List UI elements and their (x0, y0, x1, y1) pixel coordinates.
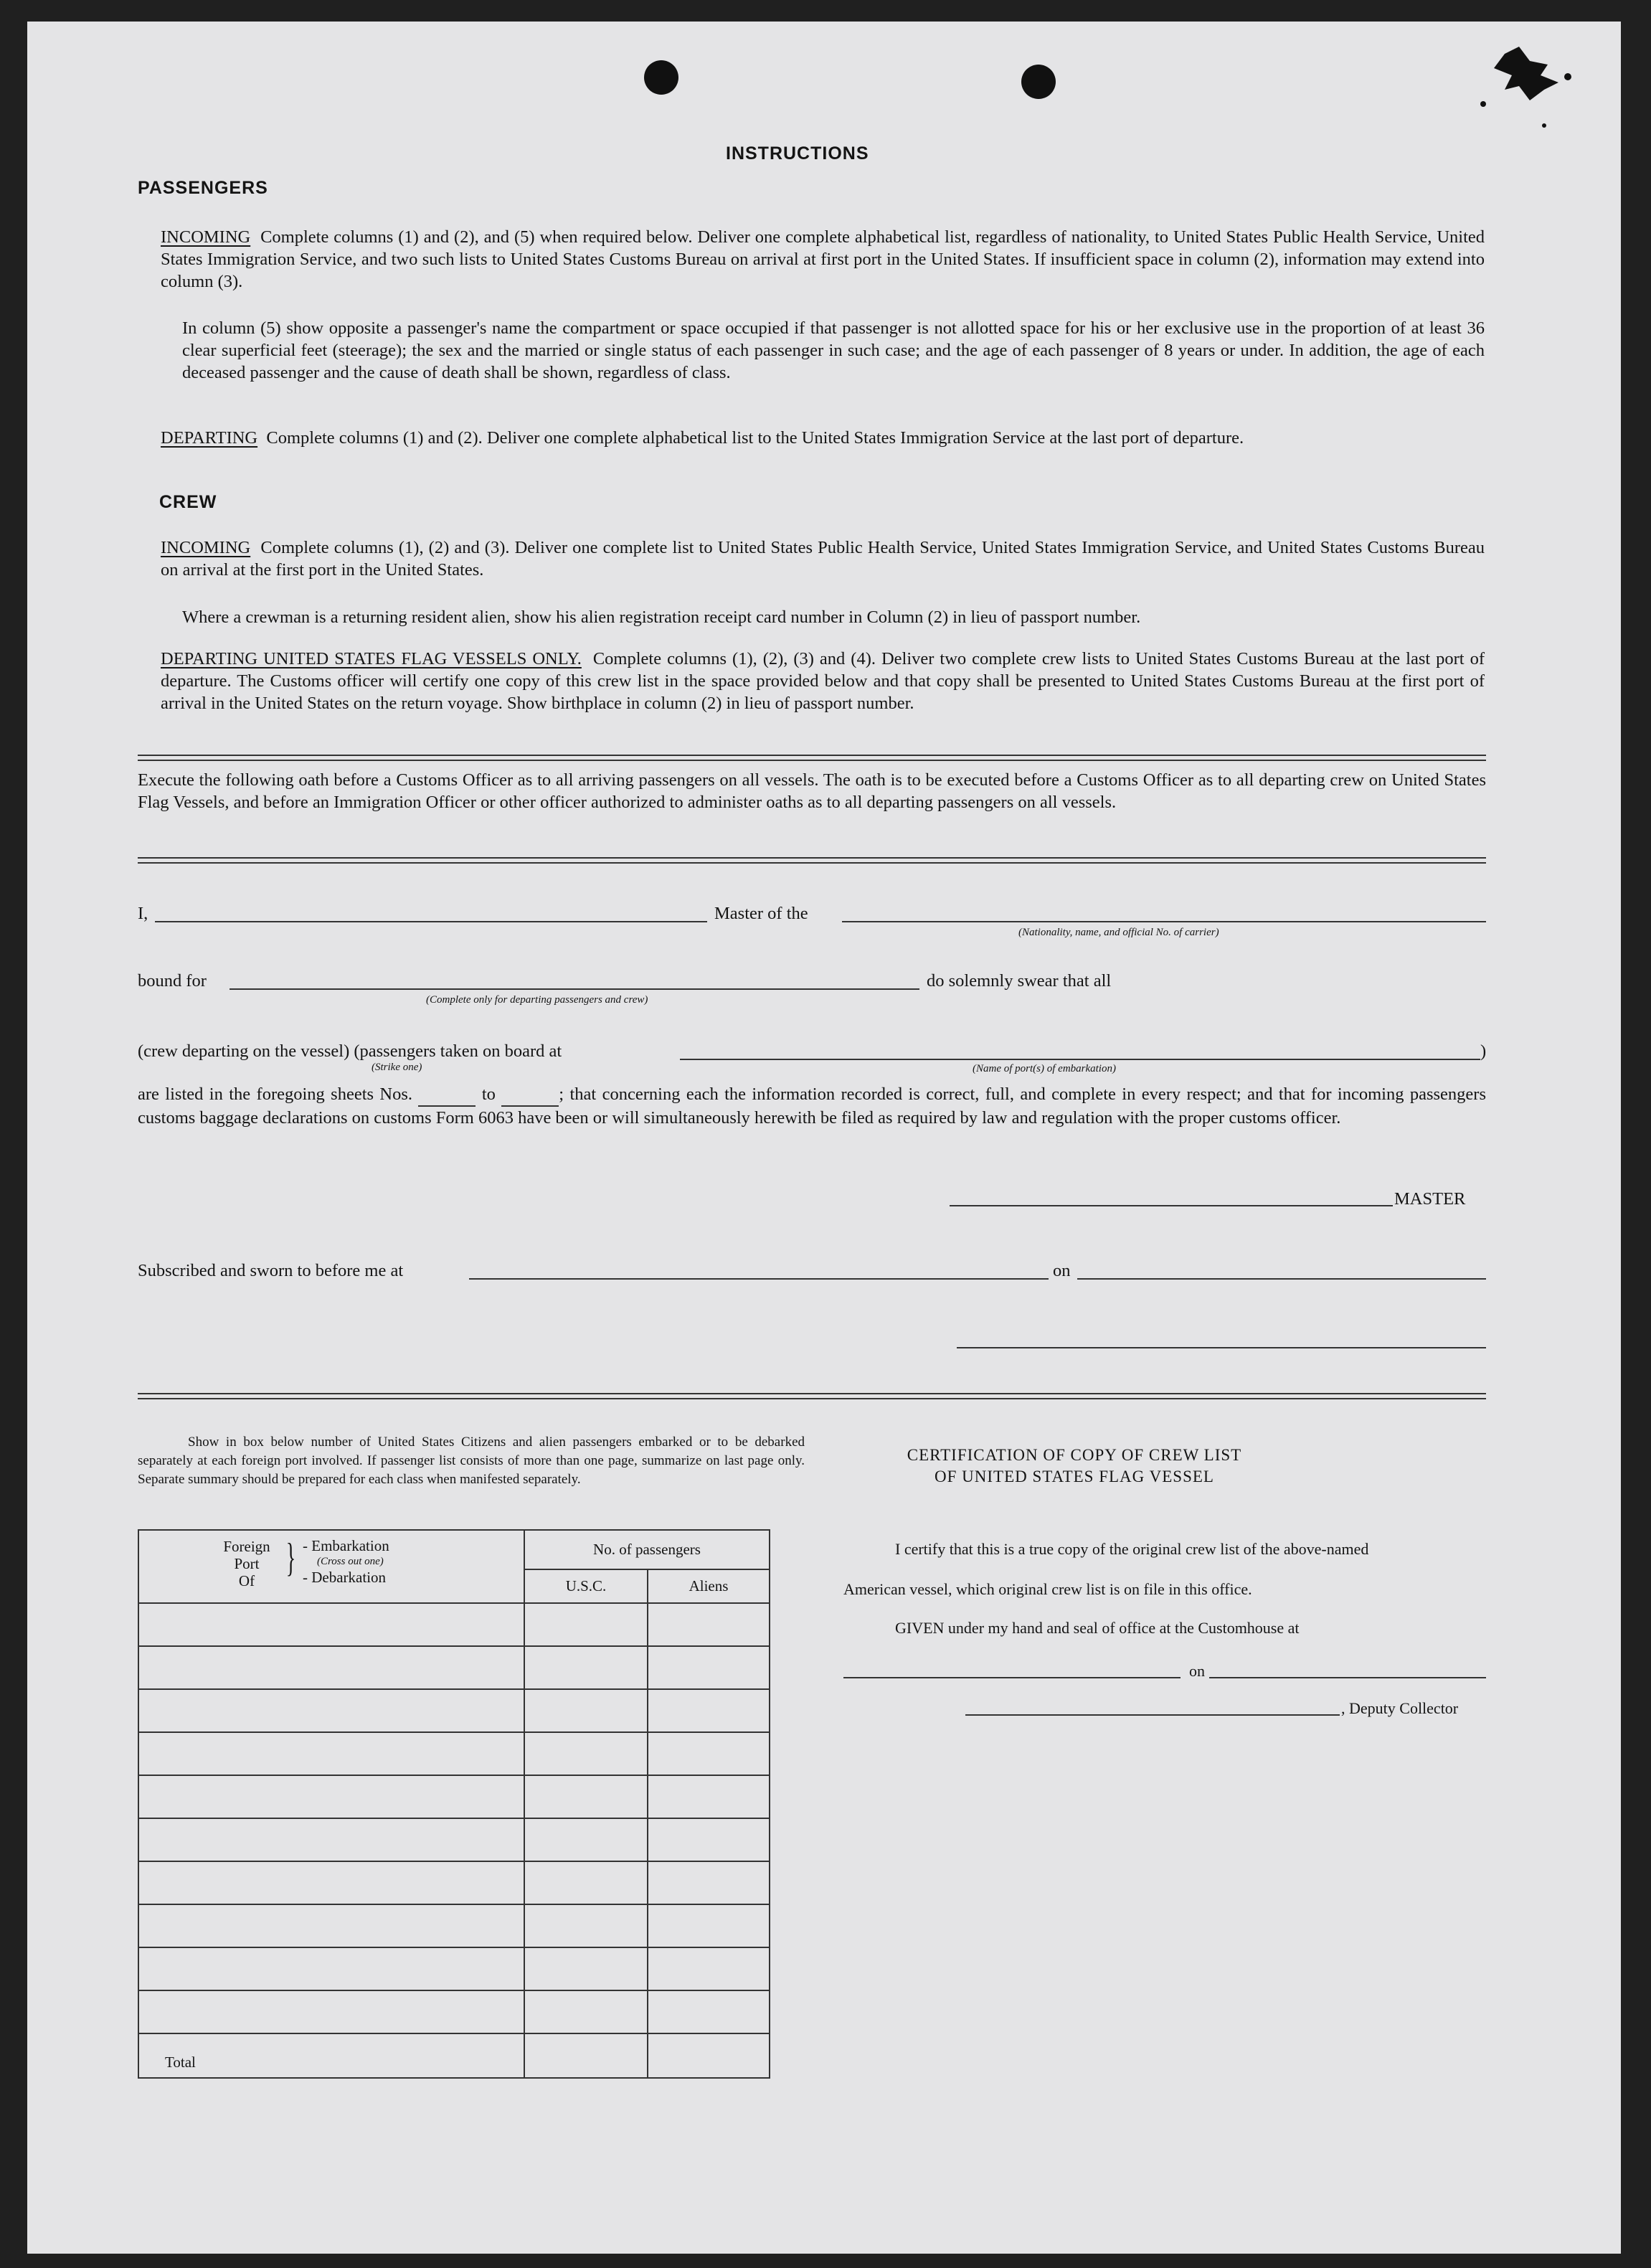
given-text: GIVEN under my hand and seal of office at the Customhouse at (895, 1619, 1300, 1637)
port-cell[interactable] (138, 1732, 524, 1775)
departing-text: Complete columns (1) and (2). Deliver one complete alphabetical list to the United States Immigration Service at the last port of departure. (266, 428, 1244, 448)
aliens-cell[interactable] (648, 1646, 770, 1689)
instructions-heading: INSTRUCTIONS (726, 143, 869, 164)
crew-departing-text: Complete columns (1), (2), (3) and (4). Deliver two complete crew lists to United States Customs Bureau at the last port of departure. The Customs officer will certify one copy of this crew list in the space provided below and that copy shall be presented to United States Customs Bureau at the first port of arrival in the United States on the return voyage. Show birthplace in column (2) in lieu of passport number. (161, 649, 1485, 713)
debarkation-label: - Debarkation (303, 1569, 387, 1586)
aliens-cell[interactable] (648, 1990, 770, 2033)
sworn-on-label: on (1053, 1261, 1071, 1280)
master-of-the-label: Master of the (714, 904, 808, 923)
usc-cell[interactable] (524, 1990, 648, 2033)
sheet-from-field[interactable] (418, 1083, 476, 1107)
crew-departing-paragraph (161, 648, 1485, 714)
port-cell[interactable] (138, 1990, 524, 2033)
brace-icon: } (285, 1536, 296, 1580)
form-page (27, 22, 1621, 2254)
certify-text: I certify that this is a true copy of the original crew list of the above-named (895, 1540, 1369, 1558)
passengers-heading: PASSENGERS (138, 178, 268, 198)
ports-hint: (Name of port(s) of embarkation) (973, 1063, 1116, 1074)
sworn-at-field[interactable] (469, 1278, 1049, 1280)
foreign-label: Foreign (223, 1538, 270, 1555)
port-cell[interactable] (138, 1818, 524, 1861)
bound-hint: (Complete only for departing passengers and crew) (426, 994, 648, 1006)
port-cell[interactable] (138, 1689, 524, 1732)
usc-cell[interactable] (524, 1732, 648, 1775)
master-signature-field[interactable] (950, 1205, 1393, 1206)
certification-title-line1: CERTIFICATION OF COPY OF CREW LIST (907, 1446, 1242, 1464)
embarkation-label: - Embarkation (303, 1537, 389, 1554)
embarkation-ports-field[interactable] (680, 1059, 1480, 1060)
master-label: MASTER (1394, 1189, 1466, 1209)
crew-heading: CREW (159, 492, 217, 512)
ink-blot-icon (1462, 32, 1605, 140)
master-name-field[interactable] (155, 921, 707, 922)
aliens-cell[interactable] (648, 1818, 770, 1861)
aliens-cell[interactable] (648, 1904, 770, 1947)
bound-for-field[interactable] (230, 988, 919, 990)
crew-incoming-label: INCOMING (161, 538, 251, 557)
deputy-collector-label: , Deputy Collector (1341, 1699, 1459, 1717)
port-cell[interactable] (138, 1646, 524, 1689)
certification-title (888, 1445, 1261, 1488)
punch-hole-left (644, 60, 678, 95)
usc-cell[interactable] (524, 1818, 648, 1861)
passenger-summary-table (138, 1529, 770, 2079)
usc-cell[interactable] (524, 1861, 648, 1904)
sheet-to-field[interactable] (501, 1083, 559, 1107)
to-label: to (481, 1085, 496, 1104)
usc-cell[interactable] (524, 1904, 648, 1947)
usc-cell[interactable] (524, 1646, 648, 1689)
incoming-text: Complete columns (1) and (2), and (5) when required below. Deliver one complete alphabetical list, regardless of nationality, to United States Public Health Service, United States Immigration Service, and two such lists to United States Customs Bureau on arrival at first port in the United States. If insufficient space in column (2), information may extend into column (3). (161, 227, 1485, 291)
close-paren: ) (1480, 1041, 1487, 1061)
subscribed-label: Subscribed and sworn to before me at (138, 1261, 404, 1280)
aliens-cell[interactable] (648, 1689, 770, 1732)
cert-on-label: on (1189, 1662, 1205, 1680)
bound-for-label: bound for (138, 971, 207, 991)
usc-cell[interactable] (524, 1775, 648, 1818)
port-label: Port (234, 1555, 260, 1572)
oath-instructions: Execute the following oath before a Customs Officer as to all arriving passengers on all vessels. The oath is to be executed before a Customs Officer as to all departing crew on United States Flag Vessels, and before an Immigration Officer or other officer authorized to administer oaths as to all departing passengers on all vessels. (138, 770, 1486, 812)
aliens-cell[interactable] (648, 1861, 770, 1904)
customhouse-field[interactable] (843, 1677, 1181, 1678)
listed-suffix: ; that concerning each the information recorded is correct, full, and complete in every respect; and that for incoming passengers customs baggage declarations on customs Form 6063 have been or will simultaneously herewith be filed as required by law and regulation with the proper customs officer. (138, 1085, 1486, 1128)
carrier-hint: (Nationality, name, and official No. of carrier) (1018, 927, 1219, 938)
column5-paragraph: In column (5) show opposite a passenger's name the compartment or space occupied if that passenger is not allotted space for his or her exclusive use in the proportion of at least 36 clear superficial feet (steerage); the sex and the married or single status of each passenger in such case; and the age of each passenger of 8 years or under. In addition, the age of each deceased passenger and the cause of death shall be shown, regardless of class. (182, 318, 1485, 382)
listed-prefix: are listed in the foregoing sheets Nos. (138, 1085, 413, 1104)
aliens-cell[interactable] (648, 1947, 770, 1990)
summary-instructions: Show in box below number of United States Citizens and alien passengers embarked or to be debarked separately at each foreign port involved. If passenger list consists of more than one page, summarize on last page only. Separate summary should be prepared for each class when manifested separately. (138, 1435, 805, 1487)
port-cell[interactable] (138, 1603, 524, 1646)
port-header-cell (138, 1530, 524, 1603)
certification-title-line2: OF UNITED STATES FLAG VESSEL (935, 1468, 1214, 1485)
crew-departing-oath: (crew departing on the vessel) (passengers taken on board at (138, 1041, 562, 1061)
divider-oath (138, 857, 1486, 864)
departing-label: DEPARTING (161, 428, 258, 448)
of-label: Of (238, 1572, 255, 1589)
cert-date-field[interactable] (1209, 1677, 1486, 1678)
port-cell[interactable] (138, 1904, 524, 1947)
strike-hint: (Strike one) (372, 1062, 422, 1073)
divider-top (138, 755, 1486, 761)
crew-incoming-text: Complete columns (1), (2) and (3). Deliver one complete list to United States Public Health Service, United States Immigration Service, and United States Customs Bureau on arrival at the first port in the United States. (161, 538, 1485, 580)
sworn-date-field[interactable] (1077, 1278, 1486, 1280)
usc-cell[interactable] (524, 1603, 648, 1646)
crew-departing-label: DEPARTING UNITED STATES FLAG VESSELS ONLY. (161, 649, 582, 668)
divider-bottom (138, 1393, 1486, 1399)
american-text: American vessel, which original crew list is on file in this office. (843, 1580, 1252, 1598)
total-label: Total (138, 2033, 524, 2078)
port-cell[interactable] (138, 1775, 524, 1818)
deputy-signature-field[interactable] (965, 1714, 1340, 1716)
usc-cell[interactable] (524, 1947, 648, 1990)
usc-cell[interactable] (524, 1689, 648, 1732)
incoming-label: INCOMING (161, 227, 251, 247)
passengers-departing-paragraph (161, 427, 1485, 449)
swear-text: do solemnly swear that all (927, 971, 1112, 991)
carrier-field[interactable] (842, 921, 1486, 922)
usc-header: U.S.C. (524, 1569, 648, 1603)
aliens-total-cell[interactable] (648, 2033, 770, 2078)
port-cell[interactable] (138, 1861, 524, 1904)
no-passengers-header: No. of passengers (524, 1530, 770, 1569)
punch-hole-right (1021, 65, 1056, 99)
cross-out-hint: (Cross out one) (317, 1556, 384, 1567)
aliens-header: Aliens (648, 1569, 770, 1603)
aliens-cell[interactable] (648, 1732, 770, 1775)
officer-signature-field[interactable] (957, 1347, 1486, 1348)
aliens-cell[interactable] (648, 1775, 770, 1818)
passengers-incoming-paragraph (161, 226, 1485, 293)
port-cell[interactable] (138, 1947, 524, 1990)
crew-incoming-paragraph (161, 537, 1485, 581)
aliens-cell[interactable] (648, 1603, 770, 1646)
i-label: I, (138, 904, 148, 923)
crew-resident-text: Where a crewman is a returning resident alien, show his alien registration receipt card number in Column (2) in lieu of passport number. (182, 608, 1141, 627)
listed-paragraph (138, 1083, 1486, 1129)
usc-total-cell[interactable] (524, 2033, 648, 2078)
